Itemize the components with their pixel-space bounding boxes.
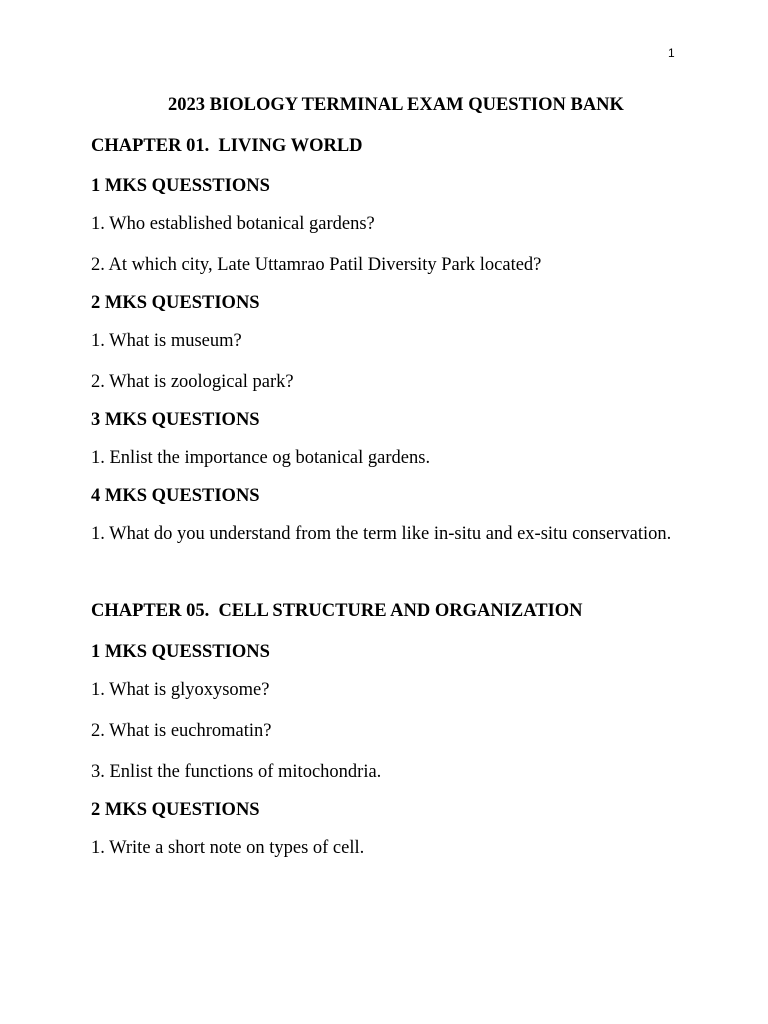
page-number: 1 [668,46,675,60]
section-heading: 1 MKS QUESSTIONS [91,176,270,196]
section-heading: 2 MKS QUESTIONS [91,799,260,820]
chapter-05 [91,600,691,862]
section-heading: 1 MKS QUESSTIONS [91,641,270,662]
question: 1. What is museum? [91,331,242,351]
chapter-title: CHAPTER 01. LIVING WORLD [91,135,363,156]
question: 3. Enlist the functions of mitochondria. [91,761,382,782]
section-heading: 3 MKS QUESTIONS [91,410,260,430]
document-title: 2023 BIOLOGY TERMINAL EXAM QUESTION BANK [168,95,624,115]
question: 1. What is glyoxysome? [91,679,270,700]
question: 1. What do you understand from the term like in-situ and ex-situ conservation. [91,524,672,544]
chapter-title: CHAPTER 05. CELL STRUCTURE AND ORGANIZATION [91,601,583,621]
question: 1. Who established botanical gardens? [91,214,375,234]
document-content [91,94,691,862]
question: 2. At which city, Late Uttamrao Patil Diversity Park located? [91,255,542,275]
question: 1. Write a short note on types of cell. [91,837,365,858]
section-heading: 4 MKS QUESTIONS [91,486,260,506]
chapter-01 [91,135,691,549]
question: 2. What is euchromatin? [91,720,272,741]
question: 1. Enlist the importance og botanical gardens. [91,448,431,468]
section-heading: 2 MKS QUESTIONS [91,293,260,313]
question: 2. What is zoological park? [91,372,294,392]
